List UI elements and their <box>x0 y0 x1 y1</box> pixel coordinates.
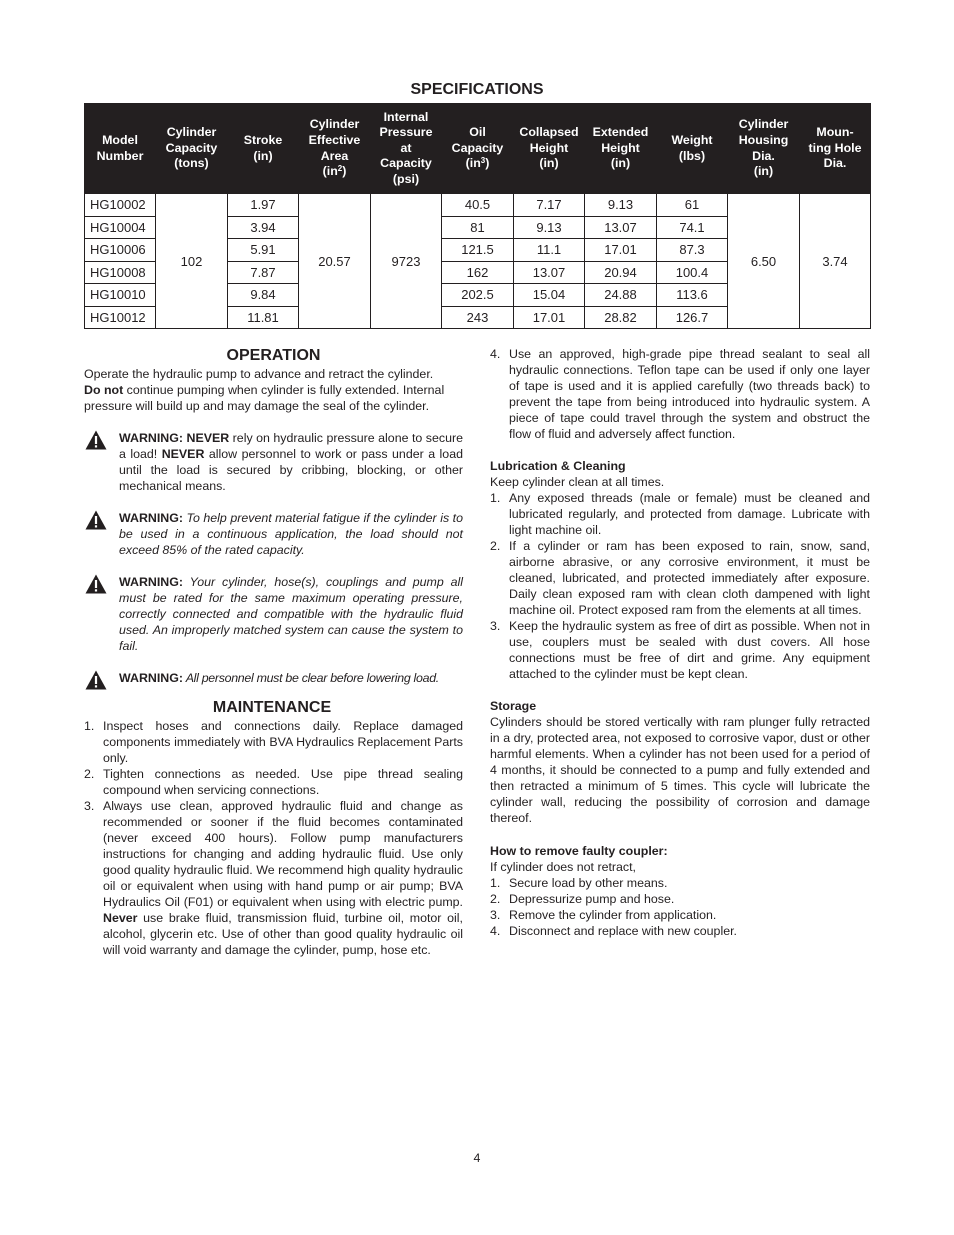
cell-capacity: 102 <box>156 194 228 329</box>
cell-weight: 87.3 <box>657 239 728 262</box>
storage-heading: Storage <box>490 699 537 713</box>
header-mounting-hole-dia: Moun- ting Hole Dia. <box>800 104 871 194</box>
cell-collapsed: 15.04 <box>514 284 585 307</box>
table-row <box>85 194 871 217</box>
operation-heading: OPERATION <box>226 347 321 364</box>
list-item: 2. If a cylinder or ram has been exposed to rain, snow, sand, airborne abrasive, or any corrosive environment, it must be cleaned, lubricated, and protected immediately after exposure. Daily clean exposed ram with clean cloth dampened with light machine oil. Protect exposed ram from the elements at all times. <box>490 539 870 617</box>
cell-pressure: 9723 <box>371 194 442 329</box>
maintenance-list-continued <box>490 346 870 442</box>
warning-block: WARNING: Your cylinder, hose(s), couplings and pump all must be rated for the same maximum operating pressure, correctly connected and compatible with the hydraulic fluid used. An improperly matched system can cause the system to fail. <box>84 574 463 654</box>
list-item: 1. Any exposed threads (male or female) must be cleaned and lubricated regularly, and protected from damage. Lubricate with light machine oil. <box>490 491 870 537</box>
header-housing-dia: Cylinder Housing Dia. (in) <box>728 104 800 194</box>
header-collapsed-height: Collapsed Height (in) <box>514 104 585 194</box>
cell-stroke: 5.91 <box>228 239 299 262</box>
cell-weight: 126.7 <box>657 306 728 329</box>
header-internal-pressure: Internal Pressure at Capacity (psi) <box>371 104 442 194</box>
cell-extended: 20.94 <box>585 261 657 284</box>
warning-icon <box>85 574 107 594</box>
specifications-table <box>84 103 871 329</box>
warning-icon <box>85 510 107 530</box>
list-item: 2. Tighten connections as needed. Use pipe thread sealing compound when servicing connections. <box>84 767 463 797</box>
cell-extended: 17.01 <box>585 239 657 262</box>
lubrication-list <box>490 490 870 682</box>
cell-weight: 74.1 <box>657 216 728 239</box>
header-cylinder-capacity: Cylinder Capacity (tons) <box>156 104 228 194</box>
cell-stroke: 11.81 <box>228 306 299 329</box>
cell-area: 20.57 <box>299 194 371 329</box>
cell-oil: 121.5 <box>442 239 514 262</box>
cell-weight: 113.6 <box>657 284 728 307</box>
warning-block: WARNING: All personnel must be clear before lowering load. <box>84 670 463 686</box>
warning-icon <box>85 430 107 450</box>
list-item: 4. Disconnect and replace with new coupler. <box>490 924 737 938</box>
page-number: 4 <box>473 1151 481 1165</box>
cell-extended: 28.82 <box>585 306 657 329</box>
coupler-heading: How to remove faulty coupler: <box>490 844 668 858</box>
cell-extended: 13.07 <box>585 216 657 239</box>
coupler-list <box>490 875 870 939</box>
warning-block: WARNING: NEVER rely on hydraulic pressure alone to secure a load! NEVER allow personnel to work or pass under a load until the load is secured by cribbing, blocking, or other mechanical means. <box>84 430 463 494</box>
list-item: 3. Keep the hydraulic system as free of dirt as possible. When not in use, couplers must be sealed with dust covers. All hose connections must be free of dirt and grime. Any equipment attached to the cylinder must be kept clean. <box>490 619 870 681</box>
list-item: 3. Remove the cylinder from application. <box>490 908 717 922</box>
cell-oil: 243 <box>442 306 514 329</box>
header-extended-height: Extended Height (in) <box>585 104 657 194</box>
table-header-row <box>85 104 871 194</box>
left-column <box>84 346 463 958</box>
storage-text: Cylinders should be stored vertically with ram plunger fully retracted in a dry, protected area, not exposed to corrosive vapor, dust or other harmful elements. When a cylinder has not been used for a period of 4 months, it should be connected to a pump and fully extended and then retracted a minimum of 5 times. This cycle will lubricate the cylinder wall, reducing the possibility of corrosion and damage thereof. <box>490 715 870 825</box>
header-effective-area: Cylinder Effective Area $(in^2)$ <box>299 104 371 194</box>
cell-weight: 61 <box>657 194 728 217</box>
cell-stroke: 7.87 <box>228 261 299 284</box>
cell-stroke: 1.97 <box>228 194 299 217</box>
cell-collapsed: 11.1 <box>514 239 585 262</box>
cell-oil: 81 <box>442 216 514 239</box>
cell-model: HG10008 <box>85 261 156 284</box>
header-weight: Weight (lbs) <box>657 104 728 194</box>
header-stroke: Stroke (in) <box>228 104 299 194</box>
cell-hole-dia: 3.74 <box>800 194 871 329</box>
cell-stroke: 3.94 <box>228 216 299 239</box>
header-model-number: Model Number <box>85 104 156 194</box>
lubrication-heading: Lubrication & Cleaning <box>490 459 626 473</box>
cell-collapsed: 7.17 <box>514 194 585 217</box>
list-item: 4. Use an approved, high-grade pipe thread sealant to seal all hydraulic connections. Teflon tape can be used if only one layer of tape is used and it is applied carefully (two threads back) to prevent the tape from being introduced into hydraulic system. A piece of tape could travel through the system and obstruct the flow of fluid and adversely affect function. <box>490 347 870 441</box>
maintenance-list <box>84 718 463 958</box>
cell-model: HG10004 <box>85 216 156 239</box>
cell-oil: 40.5 <box>442 194 514 217</box>
right-column <box>490 346 870 939</box>
cell-extended: 24.88 <box>585 284 657 307</box>
warning-icon <box>85 670 107 690</box>
cell-model: HG10006 <box>85 239 156 262</box>
lubrication-intro: Keep cylinder clean at all times. <box>490 475 665 489</box>
cell-extended: 9.13 <box>585 194 657 217</box>
cell-oil: 202.5 <box>442 284 514 307</box>
cell-collapsed: 9.13 <box>514 216 585 239</box>
cell-housing-dia: 6.50 <box>728 194 800 329</box>
cell-weight: 100.4 <box>657 261 728 284</box>
list-item: 1. Inspect hoses and connections daily. Replace damaged components immediately with BVA Hydraulics Replacement Parts only. <box>84 719 463 765</box>
cell-model: HG10012 <box>85 306 156 329</box>
cell-model: HG10002 <box>85 194 156 217</box>
maintenance-heading: MAINTENANCE <box>212 699 332 716</box>
coupler-intro: If cylinder does not retract, <box>490 860 637 874</box>
operation-intro: Operate the hydraulic pump to advance and retract the cylinder. Do not continue pumping when cylinder is fully extended. Internal pressure will build up and may damage the seal of the cylinder. <box>84 367 445 413</box>
cell-model: HG10010 <box>85 284 156 307</box>
list-item: 1. Secure load by other means. <box>490 876 668 890</box>
list-item: 2. Depressurize pump and hose. <box>490 892 675 906</box>
warning-block: WARNING: To help prevent material fatigue if the cylinder is to be used in a continuous application, the load should not exceed 85% of the rated capacity. <box>84 510 463 558</box>
cell-collapsed: 17.01 <box>514 306 585 329</box>
cell-stroke: 9.84 <box>228 284 299 307</box>
cell-collapsed: 13.07 <box>514 261 585 284</box>
cell-oil: 162 <box>442 261 514 284</box>
header-oil-capacity: Oil Capacity $(in^3)$ <box>442 104 514 194</box>
specifications-title: SPECIFICATIONS <box>410 81 544 98</box>
list-item: 3. Always use clean, approved hydraulic fluid and change as recommended or sooner if the fluid becomes contaminated (never exceed 400 hours). Follow pump manufacturers instructions for changing and adding hydraulic fluid. Use only good quality hydraulic fluid. We recommend high quality hydraulic oil or equivalent when using with hand pump or air pump; BVA Hydraulics Oil (F01) or equivalent when using with electric pump. Never use brake fluid, transmission fluid, turbine oil, motor oil, alcohol, glycerin etc. Use of other than good quality hydraulic oil will void warranty and damage the cylinder, pump, hose etc. <box>84 799 463 957</box>
